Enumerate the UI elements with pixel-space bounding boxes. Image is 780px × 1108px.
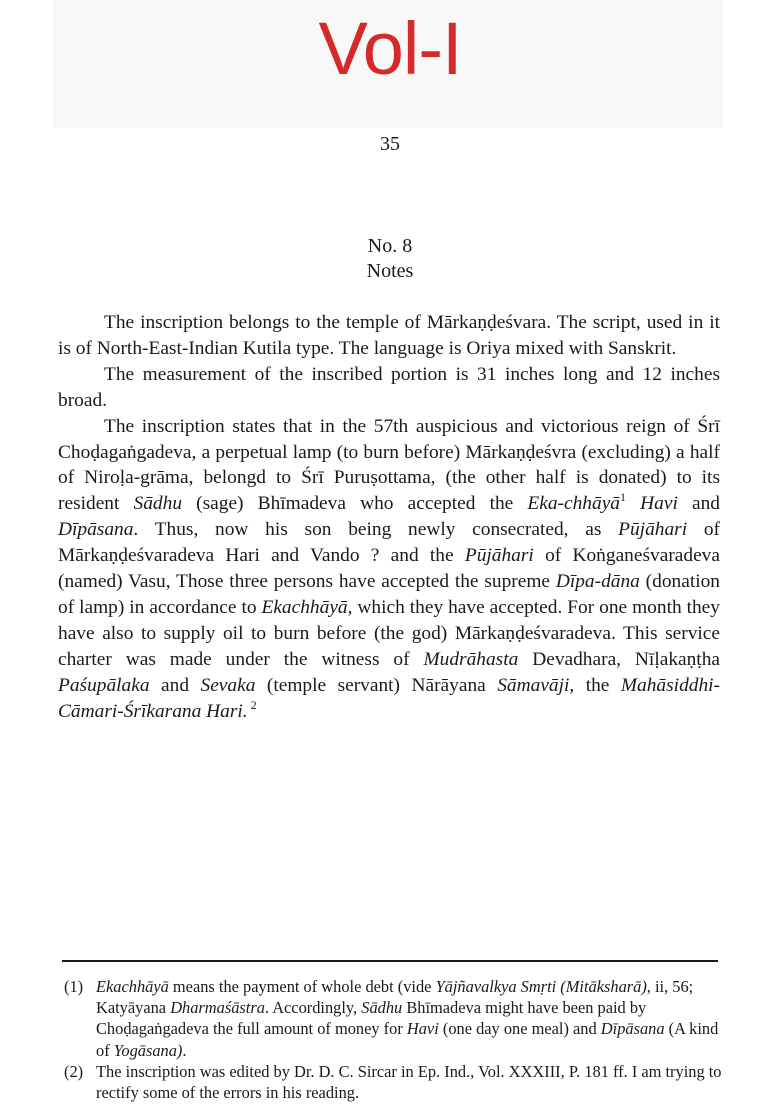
text-run: (donation of lamp) in accordance to [58, 571, 720, 618]
italic-term: Ekachhāyā [261, 596, 348, 618]
italic-term: Sādhu [361, 998, 403, 1018]
italic-term: Pūjāhari [464, 545, 534, 567]
text-run: and [149, 674, 201, 696]
text-run: , which they have accepted. For one month they have also to supply oil to burn before (the god) Mārkaṇḍeśvaradeva. This service charter was made under the witness of [58, 596, 720, 670]
entry-number: No. 8 [367, 235, 413, 257]
text-run: (one day one meal) and [438, 1019, 601, 1039]
body-paragraph [58, 362, 720, 414]
italic-term: Sevaka [200, 674, 256, 696]
body-text [58, 310, 720, 725]
text-run: The inscription belongs to the temple of Mārkaṇḍeśvara. The script, used in it is of North-East-Indian Kutila type. The language is Oriya mixed with Sanskrit. [58, 312, 720, 359]
italic-term: Mahāsiddhi-Cāmari-Śrīkarana Hari. [58, 674, 720, 722]
italic-term: Mudrāhasta [423, 648, 519, 670]
text-run: (A kind of [96, 1019, 719, 1060]
text-run: (sage) Bhīmadeva who accepted the [182, 493, 528, 515]
footnote-marker: (2) [64, 1061, 84, 1081]
footnote-reference[interactable]: 1 [620, 490, 627, 505]
text-run: , ii, 56; Katyāyana [96, 977, 694, 1018]
text-run: The measurement of the inscribed portion is 31 inches long and 12 inches broad. [58, 363, 720, 411]
italic-term: Pūjāhari [618, 519, 688, 541]
footnote-divider [62, 960, 718, 962]
italic-term: Dīpāsana [58, 519, 134, 541]
italic-term: Dīpa-dāna [555, 571, 640, 593]
italic-term: Havi [640, 493, 678, 515]
text-run: . Thus, now his son being newly consecrated, as [133, 519, 619, 541]
italic-term: Dharmaśāstra [170, 998, 265, 1018]
footnote [64, 976, 724, 1061]
italic-term: Paśupālaka [58, 674, 150, 696]
italic-term: Sāmavāji [497, 674, 570, 696]
italic-term: Sādhu [133, 493, 183, 515]
footnote [64, 1061, 724, 1103]
page-number: 35 [380, 133, 400, 155]
text-run: (temple servant) Nārāyana [255, 674, 498, 696]
footnotes [64, 976, 724, 1103]
italic-term: Dīpāsana [600, 1019, 665, 1039]
text-run: . [182, 1040, 187, 1060]
footnote-reference[interactable]: 2 [247, 697, 257, 712]
text-run: of Koṅganeśvaradeva (named) Vasu, Those three persons have accepted the supreme [58, 545, 720, 593]
italic-term: Eka-chhāyā [527, 493, 621, 515]
italic-term: Havi [406, 1019, 439, 1039]
text-run: , the [569, 674, 621, 696]
entry-heading: Notes [366, 260, 414, 282]
text-run: The inscription was edited by Dr. D. C. Sircar in Ep. Ind., Vol. XXXIII, P. 181 ff. I am trying to rectify some of the errors in his reading. [96, 1061, 722, 1103]
text-run: of Mārkaṇḍeśvaradeva Hari and Vando ? and the [58, 519, 720, 567]
body-paragraph [58, 414, 720, 725]
text-run: Devadhara, Nīḷakaṇṭha [518, 648, 721, 670]
footnote-marker: (1) [64, 977, 84, 996]
italic-term: Yogāsana) [113, 1040, 183, 1060]
footnote-text [96, 976, 724, 1061]
volume-label: Vol-I [318, 7, 462, 90]
body-paragraph [58, 310, 720, 362]
text-run: The inscription states that in the 57th auspicious and victorious reign of Śrī Choḍagaṅgadeva, a perpetual lamp (to burn before) Mārkaṇḍeśvra (excluding) a half of Niroḷa-grāma, belongd to Śrī Puruṣottama, (the other half is donated) to its resident [58, 415, 720, 515]
footnote-text [96, 1061, 724, 1103]
text-run: and [677, 493, 720, 515]
italic-term: Ekachhāyā [96, 977, 169, 996]
text-run [626, 493, 640, 514]
italic-term: Yājñavalkya Smṛti (Mitāksharā) [435, 977, 647, 996]
text-run: means the payment of whole debt (vide [168, 977, 436, 996]
text-run: . Accordingly, [264, 998, 362, 1018]
text-run: Bhīmadeva might have been paid by Choḍagaṅgadeva the full amount of money for [96, 998, 647, 1039]
